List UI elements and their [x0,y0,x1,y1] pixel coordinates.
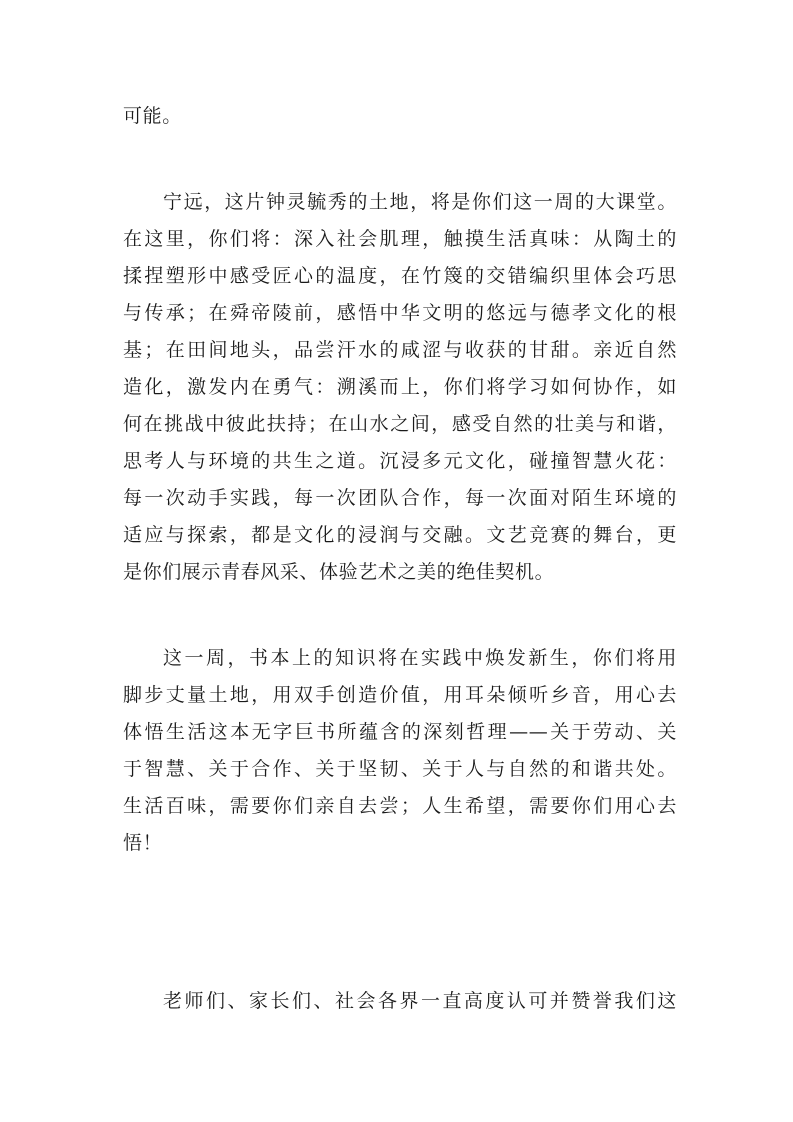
text-line: 是你们展示青春风采、体验艺术之美的绝佳契机。 [123,561,555,583]
paragraph-this-week [123,640,677,862]
text-line: 每一次动手实践，每一次团队合作，每一次面对陌生环境的 [123,487,677,509]
paragraph-continuation [123,98,677,135]
text-line: 于智慧、关于合作、关于坚韧、关于人与自然的和谐共处。 [123,758,677,780]
text-line: 宁远，这片钟灵毓秀的土地，将是你们这一周的大课堂。 [163,191,677,213]
text-line: 思考人与环境的共生之道。沉浸多元文化，碰撞智慧火花： [123,450,677,472]
text-line: 体悟生活这本无字巨书所蕴含的深刻哲理——关于劳动、关 [123,721,677,743]
text-line: 老师们、家长们、社会各界一直高度认可并赞誉我们这 [163,990,677,1012]
text-line: 造化，激发内在勇气：溯溪而上，你们将学习如何协作，如 [123,376,677,398]
text-line: 基；在田间地头，品尝汗水的咸涩与收获的甘甜。亲近自然 [123,339,677,361]
text-line: 与传承；在舜帝陵前，感悟中华文明的悠远与德孝文化的根 [123,302,677,324]
text-line: 适应与探索，都是文化的浸润与交融。文艺竞赛的舞台，更 [123,524,677,546]
text-line: 可能。 [123,105,182,127]
text-line: 揉捏塑形中感受匠心的温度，在竹篾的交错编织里体会巧思 [123,265,677,287]
text-line: 悟！ [123,832,163,854]
text-line: 这一周，书本上的知识将在实践中焕发新生，你们将用 [163,647,677,669]
text-line: 脚步丈量土地，用双手创造价值，用耳朵倾听乡音，用心去 [123,684,677,706]
text-line: 在这里，你们将：深入社会肌理，触摸生活真味：从陶土的 [123,228,677,250]
text-line: 生活百味，需要你们亲自去尝；人生希望，需要你们用心去 [123,795,677,817]
paragraph-ningyuan [123,184,677,591]
text-line: 何在挑战中彼此扶持；在山水之间，感受自然的壮美与和谐， [123,413,677,435]
paragraph-teachers [123,983,677,1020]
